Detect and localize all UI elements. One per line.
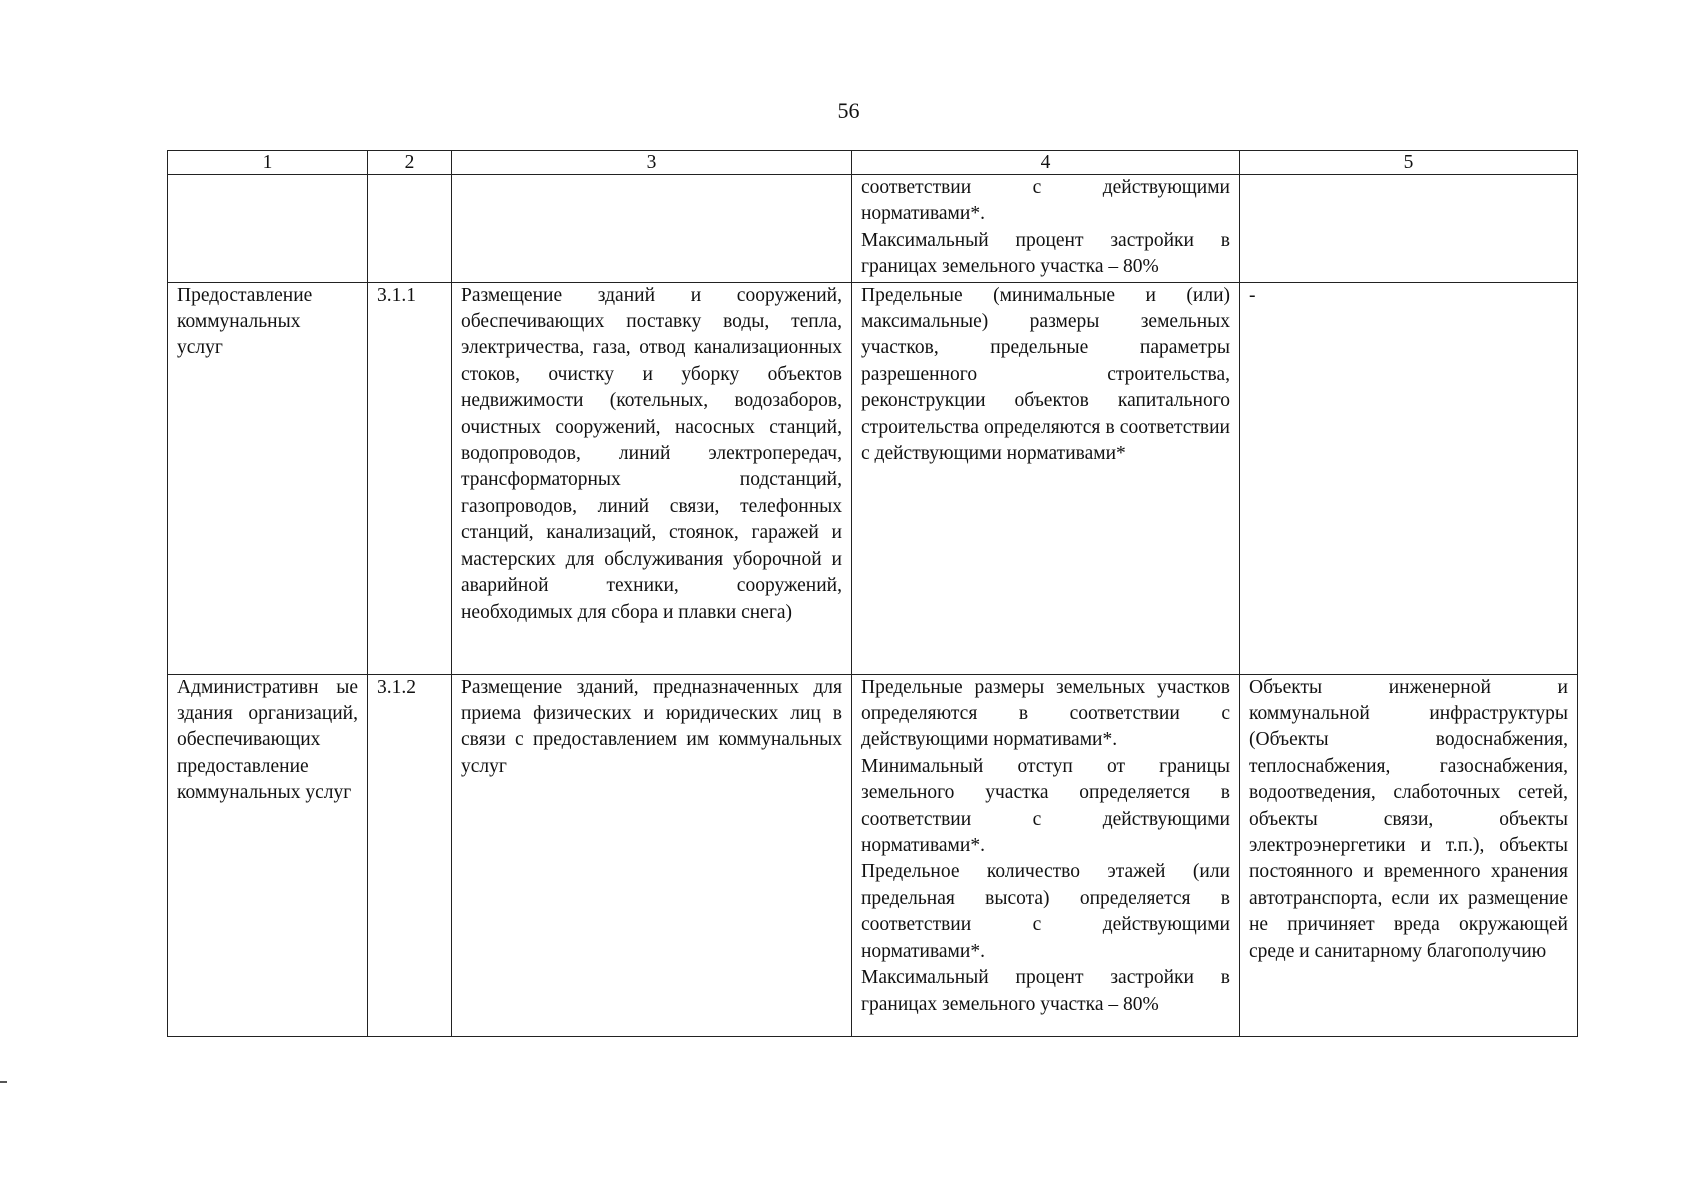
description-cell: Размещение зданий, предназначенных для приема физических и юридических лиц в связи с предоставлением им коммунальных услуг: [452, 674, 852, 1036]
page-number: 56: [837, 98, 860, 123]
use-name-cell: Административн ые здания организаций, обеспечивающих предоставление коммунальных услуг: [168, 674, 368, 1036]
column-header: 5: [1240, 151, 1578, 175]
use-code-cell: 3.1.2: [368, 674, 452, 1036]
table-cell: [168, 175, 368, 283]
column-header: 4: [852, 151, 1240, 175]
auxiliary-cell: -: [1240, 282, 1578, 674]
table-header-row: [168, 151, 1578, 175]
parameters-cell: соответствии с действующими нормативами*. Максимальный процент застройки в границах земельного участка – 80%: [852, 175, 1240, 283]
margin-mark: [0, 1081, 7, 1083]
description-cell: Размещение зданий и сооружений, обеспечивающих поставку воды, тепла, электричества, газа, отвод канализационных стоков, очистку и уборку объектов недвижимости (котельных, водозаборов, очистных сооружений, насосных станций, водопроводов, линий электропередач, трансформаторных подстанций, газопроводов, линий связи, телефонных станций, канализаций, стоянок, гаражей и мастерских для обслуживания уборочной и аварийной техники, сооружений, необходимых для сбора и плавки снега): [452, 282, 852, 674]
table-cell: [452, 175, 852, 283]
column-header: 1: [168, 151, 368, 175]
parameters-cell: Предельные (минимальные и (или) максимальные) размеры земельных участков, предельные параметры разрешенного строительства, реконструкции объектов капитального строительства определяются в соответствии с действующими нормативами*: [852, 282, 1240, 674]
table-row: [168, 282, 1578, 674]
column-header: 3: [452, 151, 852, 175]
use-code-cell: 3.1.1: [368, 282, 452, 674]
parameters-cell: Предельные размеры земельных участков определяются в соответствии с действующими нормативами*. Минимальный отступ от границы земельного участка определяется в соответствии с действующими нормативами*. Предельное количество этажей (или предельная высота) определяется в соответствии с действующими нормативами*. Максимальный процент застройки в границах земельного участка – 80%: [852, 674, 1240, 1036]
auxiliary-cell: [1240, 175, 1578, 283]
table-cell: [368, 175, 452, 283]
table-row: [168, 674, 1578, 1036]
auxiliary-cell: Объекты инженерной и коммунальной инфраструктуры (Объекты водоснабжения, теплоснабжения, газоснабжения, водоотведения, слаботочных сетей, объекты связи, объекты электроэнергетики и т.п.), объекты постоянного и временного хранения автотранспорта, если их размещение не причиняет вреда окружающей среде и санитарному благополучию: [1240, 674, 1578, 1036]
zoning-table: [167, 150, 1578, 1037]
use-name-cell: Предоставление коммунальных услуг: [168, 282, 368, 674]
table-row-continuation: [168, 175, 1578, 283]
column-header: 2: [368, 151, 452, 175]
